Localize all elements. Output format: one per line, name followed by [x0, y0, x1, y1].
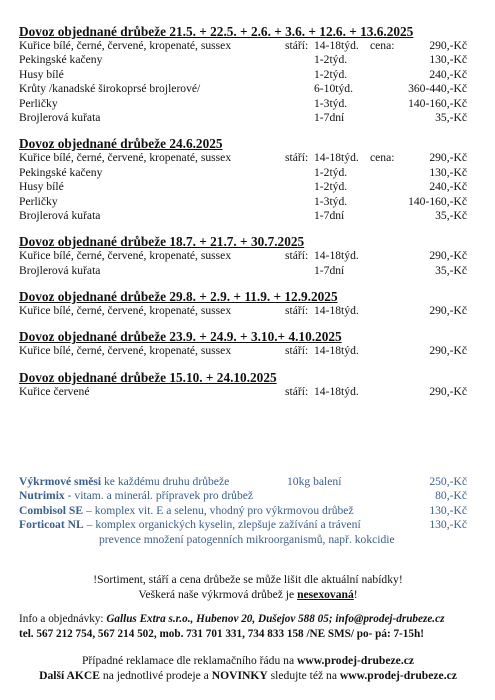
- section-title: Dovoz objednané drůbeže 21.5. + 22.5. + 2.6. + 3.6. + 12.6. + 13.6.2025: [19, 24, 414, 39]
- product-desc: - vitam. a minerál. přípravek pro drůbež: [64, 489, 254, 503]
- product-price: 130,-Kč: [429, 518, 467, 532]
- import-section: [19, 370, 477, 399]
- products-list: [19, 475, 477, 547]
- poultry-age: 1-7dní: [314, 208, 345, 222]
- section-title: Dovoz objednané drůbeže 18.7. + 21.7. + 30.7.2025: [19, 234, 305, 250]
- poultry-price: 290,-Kč: [429, 39, 467, 52]
- poultry-name: Kuřice bílé, černé, červené, kropenaté, sussex: [19, 249, 232, 263]
- poultry-row: [19, 68, 477, 82]
- poultry-row: [19, 180, 477, 194]
- poultry-price: 290,-Kč: [429, 344, 467, 358]
- product-row: [19, 489, 477, 503]
- footer-text: sledujte též na: [267, 669, 340, 682]
- product-row: [19, 518, 477, 532]
- poultry-age: 1-2týd.: [314, 67, 348, 81]
- import-section: [19, 289, 477, 318]
- poultry-row: [19, 264, 477, 278]
- product-price: 130,-Kč: [429, 503, 467, 517]
- poultry-age: 14-18týd.: [314, 304, 359, 318]
- age-label: stáří:: [285, 39, 309, 52]
- poultry-price: 130,-Kč: [429, 165, 467, 179]
- poultry-row: [19, 166, 477, 180]
- age-label: stáří:: [285, 304, 309, 318]
- poultry-age: 14-18týd.: [314, 39, 359, 52]
- poultry-name: Brojlerová kuřata: [19, 110, 101, 124]
- product-price: 250,-Kč: [429, 475, 467, 488]
- notice-text-end: !: [353, 588, 358, 601]
- poultry-age: 1-3týd.: [314, 96, 348, 110]
- poultry-price: 240,-Kč: [429, 67, 467, 81]
- price-list: [19, 24, 477, 410]
- poultry-row: [19, 209, 477, 223]
- poultry-name: Perličky: [19, 96, 58, 110]
- product-row: [19, 504, 477, 518]
- contact-info: [19, 612, 477, 641]
- product-row: [19, 475, 477, 489]
- poultry-name: Brojlerová kuřata: [19, 263, 101, 277]
- poultry-age: 14-18týd.: [314, 344, 359, 358]
- poultry-row: [19, 151, 477, 165]
- poultry-price: 140-160,-Kč: [408, 194, 467, 208]
- poultry-row: [19, 249, 477, 263]
- poultry-row: [19, 97, 477, 111]
- poultry-price: 35,-Kč: [435, 263, 467, 277]
- poultry-name: Krůty /kanadské širokoprsé brojlerové/: [19, 82, 201, 96]
- poultry-price: 35,-Kč: [435, 110, 467, 124]
- poultry-name: Kuřice červené: [19, 384, 90, 398]
- section-title: Dovoz objednané drůbeže 24.6.2025: [19, 136, 223, 152]
- section-title: Dovoz objednané drůbeže 23.9. + 24.9. + 3.10.+ 4.10.2025: [19, 329, 342, 345]
- product-desc: – komplex organických kyselin, zlepšuje zažívání a trávení: [83, 518, 361, 532]
- footer-website-link[interactable]: www.prodej-drubeze.cz: [339, 669, 457, 682]
- footer-text: na jednotlivé prodeje a: [100, 669, 212, 682]
- age-label: stáří:: [285, 249, 309, 263]
- footer-novinky: NOVINKY: [211, 669, 268, 682]
- poultry-row: [19, 304, 477, 318]
- poultry-price: 35,-Kč: [435, 208, 467, 222]
- age-label: stáří:: [285, 151, 309, 165]
- notice-text: Veškerá naše výkrmová drůbež je: [138, 588, 298, 601]
- poultry-price: 290,-Kč: [429, 304, 467, 318]
- product-desc-continuation: prevence množení patogenních mikroorganismů, např. kokcidie: [99, 532, 395, 546]
- poultry-name: Kuřice bílé, černé, červené, kropenaté, sussex: [19, 39, 232, 52]
- footer-akce: Další AKCE: [39, 669, 100, 682]
- poultry-name: Husy bílé: [19, 180, 64, 194]
- product-name: Combisol SE: [19, 503, 84, 517]
- poultry-row: [19, 344, 477, 358]
- poultry-row: [19, 195, 477, 209]
- poultry-age: 1-7dní: [314, 110, 345, 124]
- poultry-name: Pekingské kačeny: [19, 165, 103, 179]
- product-pack: 10kg balení: [287, 475, 342, 488]
- poultry-age: 14-18týd.: [314, 384, 359, 398]
- poultry-row: [19, 39, 477, 53]
- product-name: Forticoat NL: [19, 518, 84, 532]
- poultry-price: 290,-Kč: [429, 249, 467, 263]
- footer: [19, 653, 477, 683]
- poultry-age: 1-2týd.: [314, 165, 348, 179]
- poultry-row: [19, 82, 477, 96]
- import-section: [19, 136, 477, 223]
- poultry-age: 14-18týd.: [314, 151, 359, 165]
- poultry-name: Pekingské kačeny: [19, 53, 103, 67]
- footer-line-1: [19, 653, 477, 668]
- footer-website-link[interactable]: www.prodej-drubeze.cz: [297, 654, 415, 667]
- poultry-name: Kuřice bílé, černé, červené, kropenaté, sussex: [19, 304, 232, 318]
- contact-line-1: [19, 612, 477, 627]
- notice-emphasis: nesexovaná: [297, 588, 354, 601]
- poultry-name: Brojlerová kuřata: [19, 208, 101, 222]
- poultry-row: [19, 111, 477, 125]
- product-name: Nutrimix: [19, 489, 65, 503]
- poultry-name: Perličky: [19, 194, 58, 208]
- import-section: [19, 234, 477, 278]
- age-label: stáří:: [285, 344, 309, 358]
- product-desc: – komplex vit. E a selenu, vhodný pro výkrmovou drůbež: [83, 503, 354, 517]
- poultry-price: 290,-Kč: [429, 384, 467, 398]
- poultry-price: 130,-Kč: [429, 53, 467, 67]
- import-section: [19, 329, 477, 358]
- product-name: Výkrmové směsi: [19, 475, 102, 488]
- price-label: cena:: [370, 39, 395, 52]
- section-title: Dovoz objednané drůbeže 29.8. + 2.9. + 11.9. + 12.9.2025: [19, 289, 338, 305]
- poultry-price: 360-440,-Kč: [408, 82, 467, 96]
- notice-line-1: !Sortiment, stáří a cena drůbeže se může lišit dle aktuální nabídky!: [93, 573, 403, 586]
- poultry-name: Kuřice bílé, černé, červené, kropenaté, sussex: [19, 344, 232, 358]
- poultry-age: 6-10týd.: [314, 82, 353, 96]
- footer-line-2: [19, 668, 477, 683]
- poultry-price: 140-160,-Kč: [408, 96, 467, 110]
- poultry-age: 1-2týd.: [314, 53, 348, 67]
- age-label: stáří:: [285, 384, 309, 398]
- contact-label: Info a objednávky:: [19, 613, 107, 625]
- poultry-row: [19, 53, 477, 67]
- footer-text: Případné reklamace dle reklamačního řádu na: [81, 654, 298, 667]
- poultry-price: 240,-Kč: [429, 180, 467, 194]
- price-label: cena:: [370, 151, 395, 165]
- notice-line-2: [19, 587, 477, 602]
- poultry-name: Husy bílé: [19, 67, 64, 81]
- contact-line-2: tel. 567 212 754, 567 214 502, mob. 731 701 331, 734 833 158 /NE SMS/ po- pá: 7-15h!: [19, 627, 424, 640]
- poultry-age: 1-7dní: [314, 263, 345, 277]
- product-price: 80,-Kč: [435, 489, 467, 503]
- product-desc: ke každému druhu drůbeže: [101, 475, 230, 488]
- poultry-age: 1-2týd.: [314, 180, 348, 194]
- contact-company: Gallus Extra s.r.o., Hubenov 20, Dušejov 588 05; info@prodej-drubeze.cz: [106, 613, 445, 625]
- import-section: [19, 24, 477, 125]
- poultry-row: [19, 385, 477, 399]
- poultry-age: 14-18týd.: [314, 249, 359, 263]
- poultry-name: Kuřice bílé, černé, červené, kropenaté, sussex: [19, 151, 232, 165]
- poultry-age: 1-3týd.: [314, 194, 348, 208]
- poultry-price: 290,-Kč: [429, 151, 467, 165]
- notice: [19, 572, 477, 602]
- section-title: Dovoz objednané drůbeže 15.10. + 24.10.2025: [19, 369, 277, 385]
